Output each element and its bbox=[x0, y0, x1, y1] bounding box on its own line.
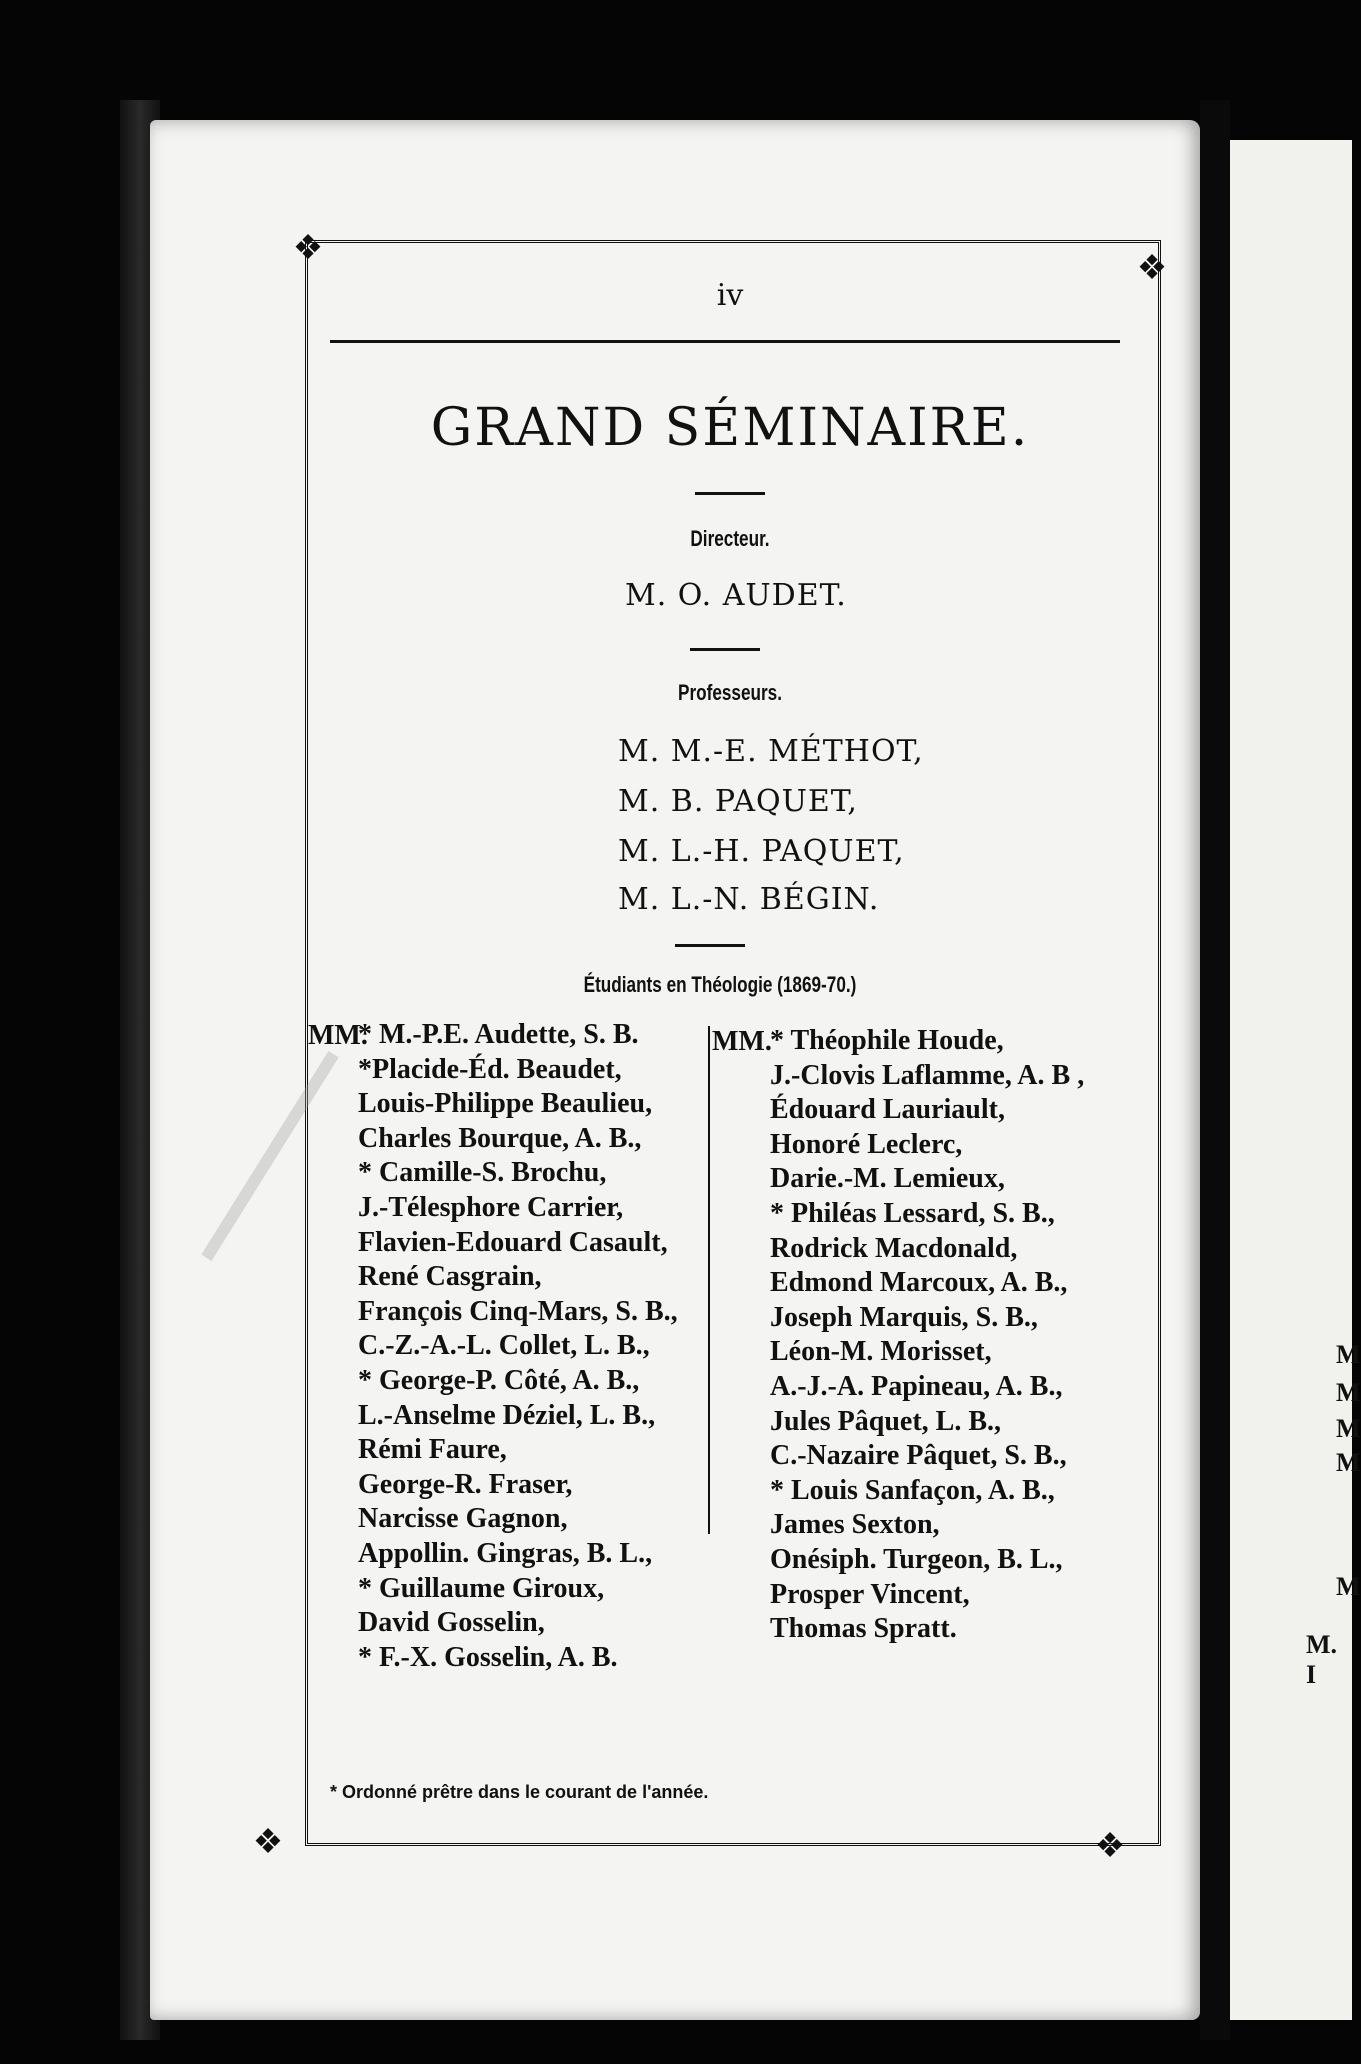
student-name: Thomas Spratt. bbox=[770, 1613, 957, 1645]
professeur-name: M. L.-H. PAQUET, bbox=[618, 834, 905, 869]
student-name: C.-Z.-A.-L. Collet, L. B., bbox=[358, 1330, 650, 1362]
student-name: Onésiph. Turgeon, B. L., bbox=[770, 1543, 1063, 1575]
right-page-fragment: M bbox=[1336, 1414, 1361, 1443]
right-page-edge bbox=[1230, 140, 1352, 2020]
mm-prefix-right: MM. bbox=[712, 1026, 772, 1057]
student-name: * Théophile Houde, bbox=[770, 1025, 1004, 1056]
student-name: Rémi Faure, bbox=[358, 1434, 507, 1466]
student-name: L.-Anselme Déziel, L. B., bbox=[358, 1399, 656, 1431]
student-name: René Casgrain, bbox=[358, 1261, 542, 1293]
student-name: Édouard Lauriault, bbox=[770, 1094, 1005, 1126]
student-name: * George-P. Côté, A. B., bbox=[358, 1364, 640, 1396]
etudiants-label: Étudiants en Théologie (1869-70.) bbox=[583, 972, 857, 997]
page-title: GRAND SÉMINAIRE. bbox=[430, 398, 1030, 458]
right-page-fragment: M bbox=[1336, 1340, 1361, 1369]
student-name: J.-Télesphore Carrier, bbox=[358, 1191, 624, 1223]
section-divider bbox=[695, 492, 765, 495]
right-page-fragment: M. I bbox=[1306, 1630, 1338, 1689]
student-name: J.-Clovis Laflamme, A. B , bbox=[770, 1059, 1085, 1091]
student-name: Narcisse Gagnon, bbox=[358, 1503, 568, 1535]
student-name: James Sexton, bbox=[770, 1509, 940, 1541]
header-rule bbox=[330, 340, 1120, 343]
directeur-label: Directeur. bbox=[690, 526, 770, 551]
student-name: * Camille-S. Brochu, bbox=[358, 1157, 607, 1189]
column-divider bbox=[708, 1026, 710, 1534]
student-name: Jules Pâquet, L. B., bbox=[770, 1405, 1002, 1437]
mm-prefix-left: MM. bbox=[308, 1020, 368, 1051]
student-name: * F.-X. Gosselin, A. B. bbox=[358, 1641, 618, 1673]
student-name: * M.-P.E. Audette, S. B. bbox=[358, 1019, 639, 1050]
student-name: * Philéas Lessard, S. B., bbox=[770, 1197, 1055, 1229]
student-name: Rodrick Macdonald, bbox=[770, 1232, 1018, 1264]
professeur-name: M. B. PAQUET, bbox=[618, 784, 858, 819]
student-name: Léon-M. Morisset, bbox=[770, 1336, 992, 1368]
student-name: A.-J.-A. Papineau, A. B., bbox=[770, 1370, 1063, 1402]
student-name: George-R. Fraser, bbox=[358, 1468, 573, 1500]
professeurs-label: Professeurs. bbox=[678, 680, 782, 705]
student-name: Edmond Marcoux, A. B., bbox=[770, 1267, 1068, 1299]
student-name: C.-Nazaire Pâquet, S. B., bbox=[770, 1440, 1067, 1472]
corner-ornament-icon: ❖ bbox=[1136, 248, 1168, 288]
right-page-fragment: M bbox=[1336, 1572, 1361, 1601]
student-name: * Guillaume Giroux, bbox=[358, 1572, 605, 1604]
right-page-fragment: M bbox=[1336, 1378, 1361, 1407]
student-name: Darie.-M. Lemieux, bbox=[770, 1163, 1005, 1195]
directeur-name: M. O. AUDET. bbox=[625, 578, 847, 613]
student-name: * Louis Sanfaçon, A. B., bbox=[770, 1474, 1055, 1506]
student-name: Honoré Leclerc, bbox=[770, 1128, 963, 1160]
footnote: * Ordonné prêtre dans le courant de l'année. bbox=[330, 1782, 709, 1802]
corner-ornament-icon: ❖ bbox=[292, 228, 324, 268]
student-name: Appollin. Gingras, B. L., bbox=[358, 1537, 653, 1569]
book-gutter bbox=[1200, 100, 1230, 2040]
student-name: Joseph Marquis, S. B., bbox=[770, 1301, 1038, 1333]
right-page-fragment: M bbox=[1336, 1448, 1361, 1477]
student-name: Flavien-Edouard Casault, bbox=[358, 1226, 668, 1258]
section-divider bbox=[690, 648, 760, 651]
left-student-column bbox=[358, 1018, 678, 1675]
professeur-name: M. L.-N. BÉGIN. bbox=[618, 882, 880, 917]
student-name: Charles Bourque, A. B., bbox=[358, 1122, 642, 1154]
student-name: Louis-Philippe Beaulieu, bbox=[358, 1088, 653, 1120]
corner-ornament-icon: ❖ bbox=[252, 1822, 284, 1862]
student-name: François Cinq-Mars, S. B., bbox=[358, 1295, 678, 1327]
student-name: Prosper Vincent, bbox=[770, 1578, 970, 1610]
professeur-name: M. M.-E. MÉTHOT, bbox=[618, 734, 924, 769]
corner-ornament-icon: ❖ bbox=[1094, 1826, 1126, 1866]
section-divider bbox=[675, 944, 745, 947]
student-name: *Placide-Éd. Beaudet, bbox=[358, 1053, 622, 1085]
page-number: iv bbox=[716, 278, 744, 313]
right-student-column bbox=[770, 1024, 1084, 1647]
student-name: David Gosselin, bbox=[358, 1607, 545, 1639]
